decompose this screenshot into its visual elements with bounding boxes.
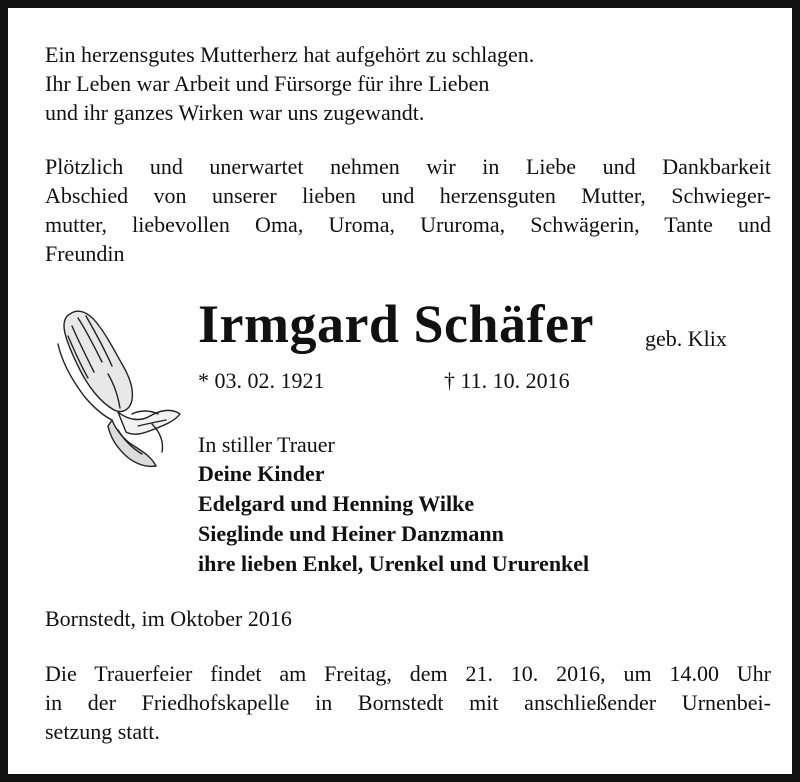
announcement-line-2: Abschied von unserer lieben und herzensguten Mutter, Schwieger- [45, 183, 771, 208]
death-date: † 11. 10. 2016 [444, 368, 570, 393]
funeral-line-3: setzung statt. [45, 719, 160, 744]
announcement-line-4: Freundin [45, 241, 125, 266]
praying-hands-icon [48, 304, 190, 474]
deceased-name: Irmgard Schäfer [198, 294, 594, 354]
funeral-line-1: Die Trauerfeier findet am Freitag, dem 21. 10. 2016, um 14.00 Uhr [45, 661, 771, 686]
announcement-line-3: mutter, liebevollen Oma, Uroma, Ururoma, Schwägerin, Tante und [45, 212, 771, 237]
place-date: Bornstedt, im Oktober 2016 [45, 606, 292, 631]
intro-line-3: und ihr ganzes Wirken war uns zugewandt. [45, 100, 425, 125]
mourner-line-3: Sieglinde und Heiner Danzmann [198, 521, 504, 546]
birth-name: geb. Klix [645, 326, 727, 351]
mourners-intro: In stiller Trauer [198, 432, 335, 457]
mourner-line-4: ihre lieben Enkel, Urenkel und Ururenkel [198, 551, 590, 576]
announcement-line-1: Plötzlich und unerwartet nehmen wir in Liebe und Dankbarkeit [45, 154, 771, 179]
mourner-line-2: Edelgard und Henning Wilke [198, 491, 475, 516]
intro-line-1: Ein herzensgutes Mutterherz hat aufgehört zu schlagen. [45, 42, 535, 67]
funeral-line-2: in der Friedhofskapelle in Bornstedt mit anschließender Urnenbei- [45, 690, 771, 715]
birth-date: * 03. 02. 1921 [198, 368, 325, 393]
mourner-line-1: Deine Kinder [198, 461, 325, 486]
intro-line-2: Ihr Leben war Arbeit und Fürsorge für ihre Lieben [45, 71, 490, 96]
